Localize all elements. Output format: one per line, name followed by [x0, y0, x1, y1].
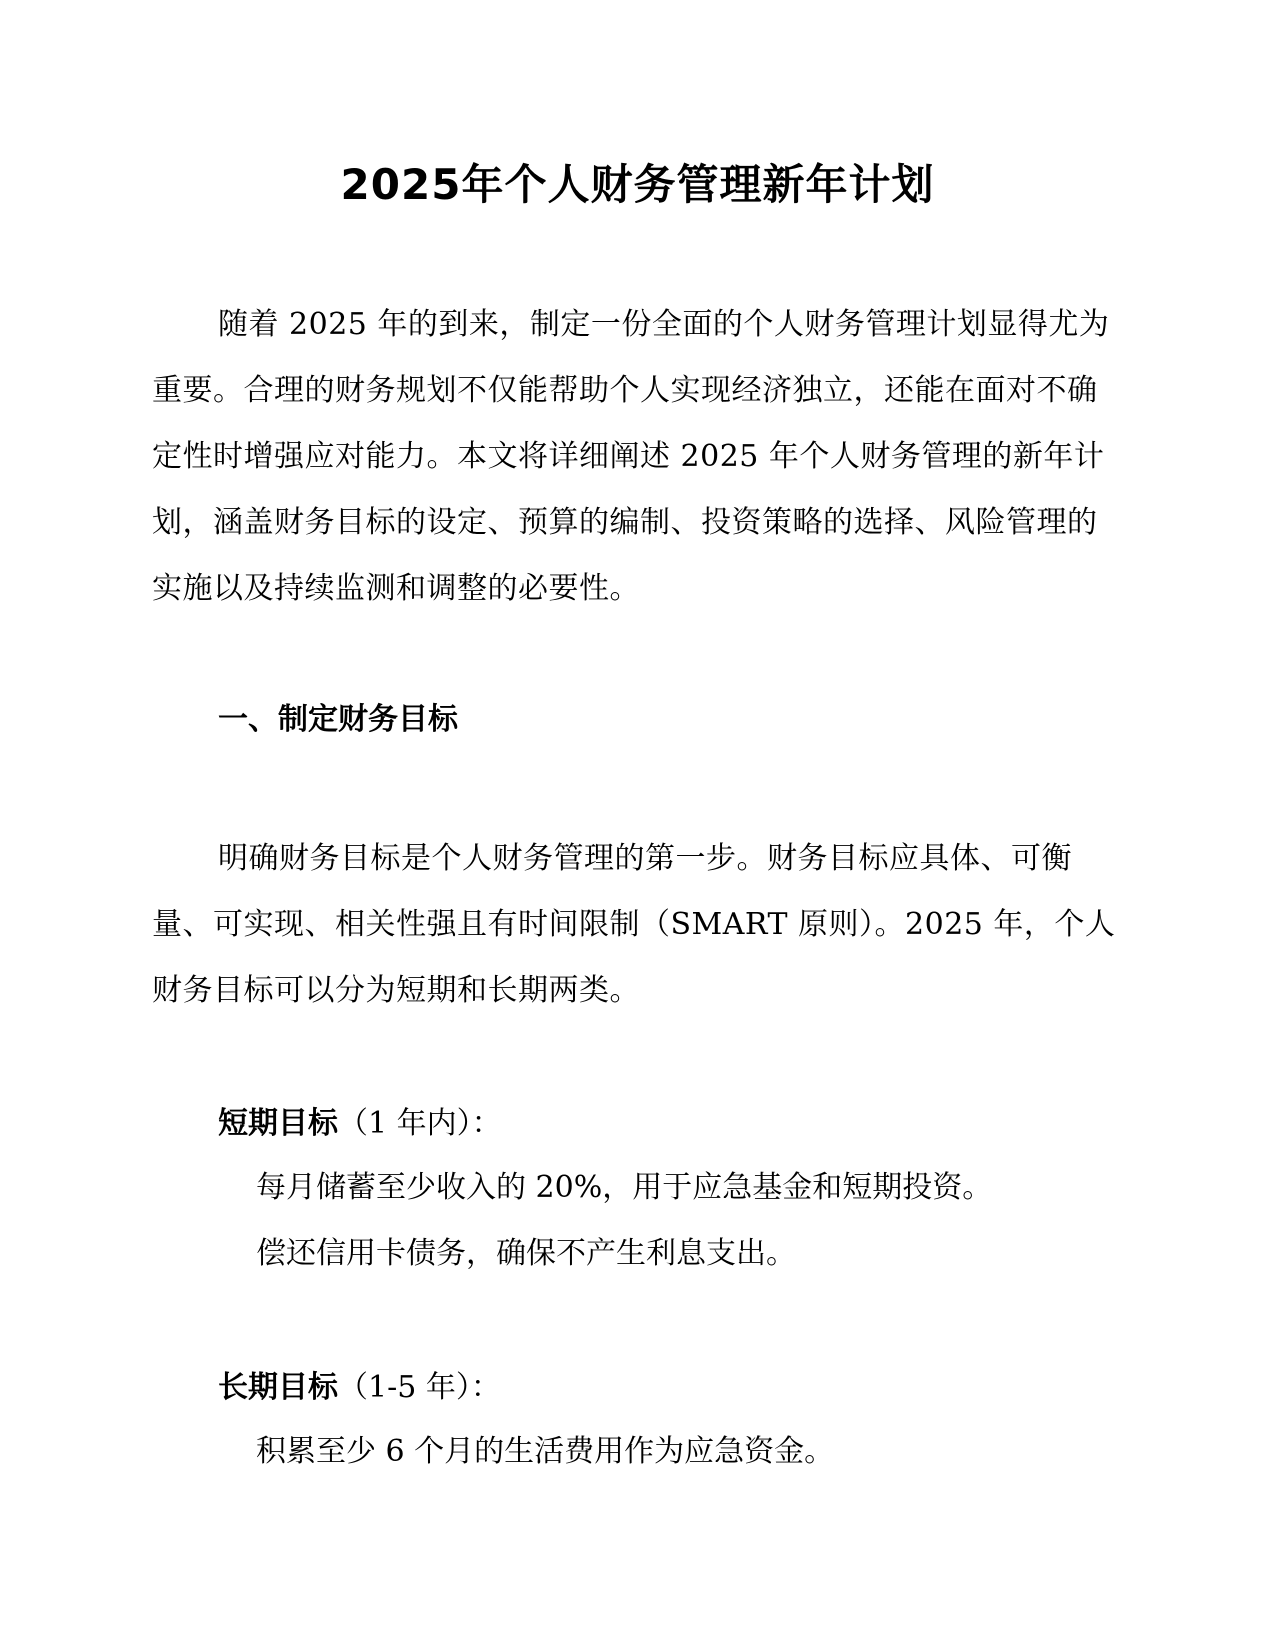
section-heading: 一、制定财务目标 [218, 702, 458, 737]
long-term-goal-suffix: （1-5 年）： [338, 1370, 501, 1405]
section-body-paragraph: 明确财务目标是个人财务管理的第一步。财务目标应具体、可衡量、可实现、相关性强且有时间限制（SMART 原则）。2025 年，个人财务目标可以分为短期和长期两类。 [152, 841, 1116, 1008]
short-term-goal-item: 偿还信用卡债务，确保不产生利息支出。 [256, 1236, 796, 1271]
long-term-goal-label [218, 1368, 501, 1408]
long-term-goal-item: 积累至少 6 个月的生活费用作为应急资金。 [256, 1434, 835, 1469]
document-title: 2025年个人财务管理新年计划 [340, 160, 935, 209]
short-term-goal-suffix: （1 年内）： [338, 1106, 502, 1141]
short-term-goal-title: 短期目标 [218, 1106, 338, 1141]
short-term-goal-item: 每月储蓄至少收入的 20%，用于应急基金和短期投资。 [256, 1170, 993, 1205]
long-term-goal-title: 长期目标 [218, 1370, 338, 1405]
intro-paragraph: 随着 2025 年的到来，制定一份全面的个人财务管理计划显得尤为重要。合理的财务规划不仅能帮助个人实现经济独立，还能在面对不确定性时增强应对能力。本文将详细阐述 2025 年个人财务管理的新年计划，涵盖财务目标的设定、预算的编制、投资策略的选择、风险管理的实施以及持续监测和调整的必要性。 [152, 307, 1110, 606]
short-term-goal-label [218, 1104, 502, 1144]
